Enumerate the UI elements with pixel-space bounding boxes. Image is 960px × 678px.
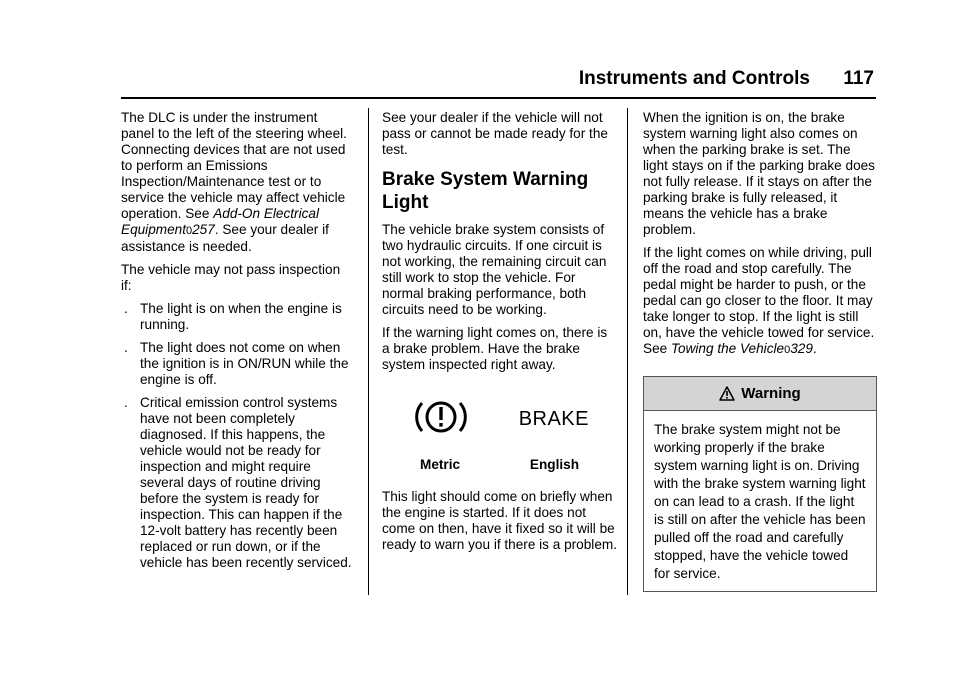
text: If the light comes on while driving, pull off the road and stop carefully. The pedal might be harder to push, or the pedal can go closer to the floor. It may take longer to stop. If the light is still on, have the vehicle towed for service. See: [643, 245, 875, 356]
column-divider: [368, 108, 369, 595]
light-on-start-paragraph: This light should come on briefly when the engine is started. If it does not come on then, have it fixed so it will be ready to warn you if there is a problem.: [382, 489, 617, 552]
header-rule: [121, 97, 876, 99]
brake-icons-row: [382, 395, 617, 443]
text: The DLC is under the instrument panel to the left of the steering wheel. Connecting devices that are not used to perform an Emissions Inspection/Maintenance test or to service the vehicle may affect vehicle operation. See: [121, 110, 347, 221]
list-item-text: Critical emission control systems have not been completely diagnosed. If this happens, the vehicle would not be ready for inspection and might require several days of routine driving before the system is ready for inspection. This can happen if the 12-volt battery has recently been replaced or run down, or if the vehicle has been recently serviced.: [140, 395, 352, 570]
page-ref[interactable]: 329: [790, 341, 813, 356]
list-item: [121, 301, 353, 333]
driving-paragraph: [643, 245, 877, 358]
link-add-on-electrical-equipment[interactable]: Add-On Electrical Equipment: [121, 206, 319, 237]
link-towing-the-vehicle[interactable]: Towing the Vehicle: [670, 341, 785, 356]
page-ref-arrow-icon: 0: [186, 225, 193, 237]
inspection-intro: The vehicle may not pass inspection if:: [121, 262, 341, 293]
bullet-mark: .: [124, 301, 128, 316]
brake-warning-metric-icon: [412, 395, 470, 443]
warning-text: The brake system might not be working properly if the brake system warning light is on. Driving with the brake system warning light on can lead to a crash. If the light is still on after the vehicle has been pulled off the road and carefully stopped, have the vehicle towed for service.: [654, 422, 866, 581]
list-item-text: The light does not come on when the ignition is in ON/RUN while the engine is off.: [140, 340, 349, 387]
list-item-text: The light is on when the engine is running.: [140, 301, 342, 332]
column-3: [643, 110, 877, 592]
label-english: English: [529, 457, 579, 472]
text: . See your dealer if assistance is needed.: [121, 222, 329, 254]
bullet-mark: .: [124, 395, 128, 410]
column-divider: [627, 108, 628, 595]
parking-brake-paragraph: When the ignition is on, the brake system warning light also comes on when the parking brake is set. The light stays on if the parking brake does not fully release. If it stays on after the parking brake is fully released, it means the vehicle has a brake problem.: [643, 110, 875, 237]
page-ref[interactable]: 257: [192, 222, 215, 237]
bullet-mark: .: [124, 340, 128, 355]
brake-system-paragraph: The vehicle brake system consists of two hydraulic circuits. If one circuit is not working, the remaining circuit can still work to stop the vehicle. For normal braking performance, both circuits need to be working.: [382, 222, 607, 317]
warning-light-paragraph: If the warning light comes on, there is a brake problem. Have the brake system inspected right away.: [382, 325, 608, 372]
list-item: [121, 395, 353, 571]
section-heading: Brake System Warning Light: [382, 169, 589, 213]
text: .: [812, 341, 817, 356]
section-title: Instruments and Controls: [578, 68, 810, 89]
icon-labels: [382, 457, 617, 473]
list-item: [121, 340, 353, 388]
label-metric: Metric: [420, 457, 461, 472]
column-2: [382, 110, 617, 560]
dlc-paragraph: [121, 110, 353, 255]
page-number: 117: [843, 68, 874, 89]
warning-title: Warning: [741, 384, 801, 402]
warning-header: [644, 377, 876, 411]
column-1: [121, 110, 353, 578]
warning-box: [643, 376, 877, 592]
brake-english-indicator: BRAKE: [518, 408, 589, 430]
dealer-paragraph: See your dealer if the vehicle will not pass or cannot be made ready for the test.: [382, 110, 608, 157]
warning-triangle-icon: [719, 386, 735, 401]
page-ref-arrow-icon: 0: [784, 344, 791, 356]
